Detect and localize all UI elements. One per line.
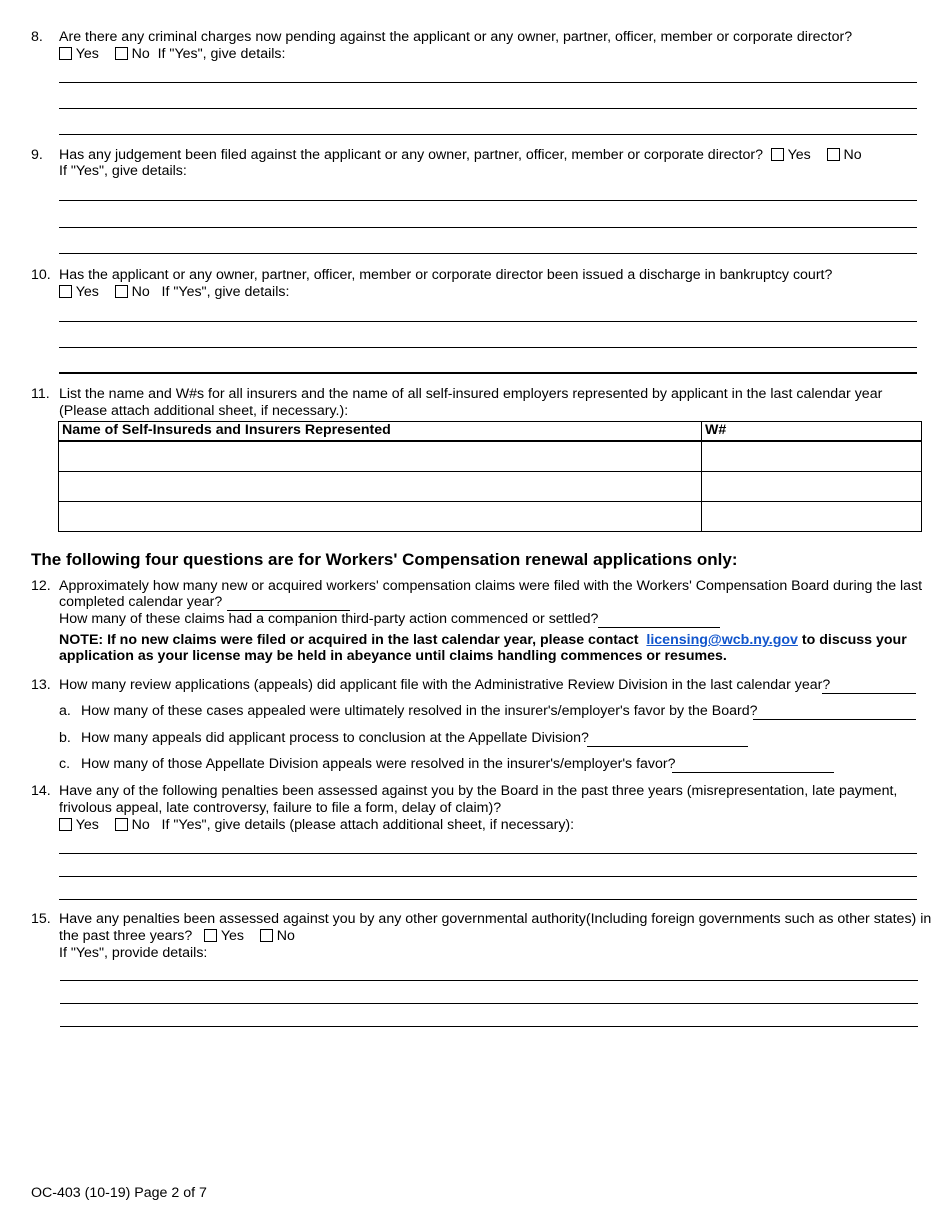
q12-note-a: NOTE: If no new claims were filed or acquired in the last calendar year, please contact: [59, 632, 639, 648]
q13b-field[interactable]: [587, 746, 748, 747]
q8-detail-line-3[interactable]: [59, 134, 917, 135]
q12-note-c: application as your license may be held in abeyance until claims handling commences or resumes.: [59, 648, 727, 664]
q8-detail-line-1[interactable]: [59, 82, 917, 83]
q9-detail-line-1[interactable]: [59, 200, 917, 201]
q9-detail-line-2[interactable]: [59, 227, 917, 228]
q9-row: [59, 147, 862, 164]
insurer-w-cell[interactable]: [702, 472, 922, 502]
table-row: [59, 472, 922, 502]
q10-text: Has the applicant or any owner, partner, officer, member or corporate director been issued a discharge in bankruptcy court?: [59, 267, 833, 283]
q8-no-label: No: [131, 46, 150, 62]
q14-yes-checkbox[interactable]: [59, 818, 72, 831]
q13c-text: How many of those Appellate Division appeals were resolved in the insurer's/employer's favor?: [81, 756, 676, 772]
q15-line-2: the past three years?: [59, 928, 193, 944]
q15-yes-label: Yes: [220, 928, 244, 944]
q15-yes-checkbox[interactable]: [204, 929, 217, 942]
q14-number: 14.: [31, 783, 51, 799]
licensing-email-link[interactable]: licensing@wcb.ny.gov: [646, 632, 798, 648]
q9-no-label: No: [843, 147, 862, 163]
q8-no-checkbox[interactable]: [115, 47, 128, 60]
q15-details-label: If "Yes", provide details:: [59, 945, 208, 961]
q15-detail-line-3[interactable]: [60, 1026, 918, 1027]
q8-detail-line-2[interactable]: [59, 108, 917, 109]
q14-line-2: frivolous appeal, late controversy, failure to file a form, delay of claim)?: [59, 800, 502, 816]
q15-number: 15.: [31, 911, 51, 927]
q11-text: List the name and W#s for all insurers and the name of all self-insured employers represented by applicant in the last calendar year: [59, 386, 883, 402]
insurers-table-header: [59, 422, 922, 442]
q15-no-label: No: [276, 928, 295, 944]
col-name-header: Name of Self-Insureds and Insurers Represented: [59, 422, 702, 442]
q15-detail-line-2[interactable]: [60, 1003, 918, 1004]
table-row: [59, 502, 922, 532]
q12-line-3: How many of these claims had a companion third-party action commenced or settled?: [59, 611, 599, 627]
q9-text: Has any judgement been filed against the applicant or any owner, partner, officer, member or corporate director?: [59, 147, 763, 163]
q10-details-label: If "Yes", give details:: [161, 284, 290, 300]
q13-number: 13.: [31, 677, 51, 693]
q13c-label: c.: [59, 756, 71, 772]
q14-no-label: No: [131, 817, 150, 833]
q12-number: 12.: [31, 578, 51, 594]
q12-note-row: [59, 632, 907, 649]
q9-detail-line-3[interactable]: [59, 253, 917, 254]
q10-detail-line-1[interactable]: [59, 321, 917, 322]
insurer-name-cell[interactable]: [59, 502, 702, 532]
q13a-text: How many of these cases appealed were ultimately resolved in the insurer's/employer's favor by the Board?: [81, 703, 758, 719]
q8-text: Are there any criminal charges now pending against the applicant or any owner, partner, officer, member or corporate director?: [59, 29, 853, 45]
q12-third-party-field[interactable]: [598, 627, 720, 628]
q11-number: 11.: [31, 386, 50, 402]
q14-no-checkbox[interactable]: [115, 818, 128, 831]
q10-detail-line-2[interactable]: [59, 347, 917, 348]
q15-detail-line-1[interactable]: [60, 980, 918, 981]
q15-no-checkbox[interactable]: [260, 929, 273, 942]
insurers-table: [58, 421, 922, 532]
q9-yes-checkbox[interactable]: [771, 148, 784, 161]
q14-detail-line-1[interactable]: [59, 853, 917, 854]
section-heading: The following four questions are for Workers' Compensation renewal applications only:: [31, 550, 738, 569]
q14-detail-line-2[interactable]: [59, 876, 917, 877]
q9-no-checkbox[interactable]: [827, 148, 840, 161]
q13c-field[interactable]: [672, 772, 834, 773]
q12-note-b: to discuss your: [801, 632, 907, 648]
q8-yes-checkbox[interactable]: [59, 47, 72, 60]
q10-number: 10.: [31, 267, 51, 283]
q10-detail-line-3[interactable]: [59, 372, 917, 374]
q9-yes-label: Yes: [787, 147, 811, 163]
q13a-field[interactable]: [753, 719, 916, 720]
q13b-label: b.: [59, 730, 71, 746]
q10-yes-label: Yes: [75, 284, 99, 300]
q15-line-2-row: [59, 928, 295, 945]
insurer-name-cell[interactable]: [59, 472, 702, 502]
q14-answer-row: [59, 817, 574, 834]
q13-text: How many review applications (appeals) did applicant file with the Administrative Review Division in the last calendar year?: [59, 677, 831, 693]
q13b-text: How many appeals did applicant process to conclusion at the Appellate Division?: [81, 730, 589, 746]
q12-line-1: Approximately how many new or acquired workers' compensation claims were filed with the Workers' Compensation Board during the last: [59, 578, 923, 594]
q10-yes-checkbox[interactable]: [59, 285, 72, 298]
q10-no-label: No: [131, 284, 150, 300]
q8-number: 8.: [31, 29, 43, 45]
insurer-w-cell[interactable]: [702, 502, 922, 532]
q15-line-1: Have any penalties been assessed against you by any other governmental authority(Including foreign governments such as other states) in: [59, 911, 932, 927]
q10-answer-row: [59, 284, 289, 301]
q13-appeals-field[interactable]: [822, 693, 916, 694]
q10-no-checkbox[interactable]: [115, 285, 128, 298]
q14-details-label: If "Yes", give details (please attach additional sheet, if necessary):: [161, 817, 575, 833]
q9-details-label: If "Yes", give details:: [59, 163, 187, 179]
page-footer: OC-403 (10-19) Page 2 of 7: [31, 1185, 207, 1201]
q13a-label: a.: [59, 703, 71, 719]
q8-yes-label: Yes: [75, 46, 99, 62]
q8-details-label: If "Yes", give details:: [157, 46, 286, 62]
insurer-w-cell[interactable]: [702, 441, 922, 472]
q8-answer-row: [59, 46, 285, 63]
q12-line-2: completed calendar year?: [59, 594, 223, 610]
table-row: [59, 441, 922, 472]
insurer-name-cell[interactable]: [59, 441, 702, 472]
q11-text-2: (Please attach additional sheet, if necessary.):: [59, 403, 349, 419]
q14-detail-line-3[interactable]: [59, 899, 917, 900]
col-w-header: W#: [702, 422, 922, 442]
q9-number: 9.: [31, 147, 43, 163]
q14-yes-label: Yes: [75, 817, 99, 833]
q14-line-1: Have any of the following penalties been assessed against you by the Board in the past three years (misrepresentation, late payment,: [59, 783, 898, 799]
